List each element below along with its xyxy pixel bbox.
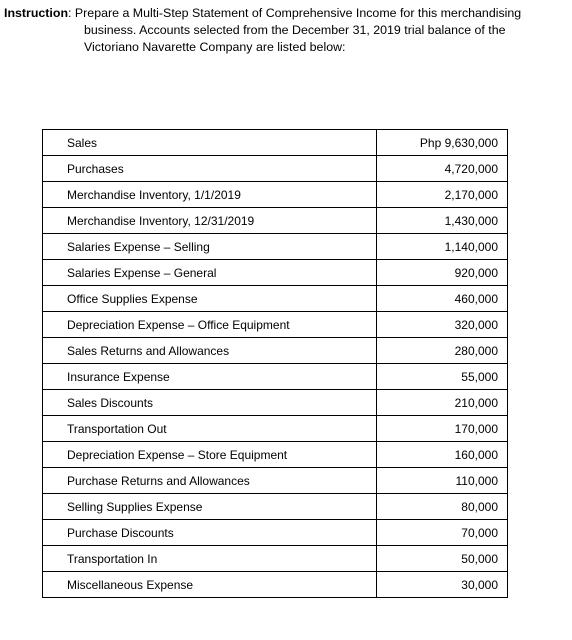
account-name: Merchandise Inventory, 12/31/2019 [43,208,377,234]
account-amount: 210,000 [377,390,508,416]
instruction-line-1 [4,5,566,22]
account-amount: 160,000 [377,442,508,468]
account-name: Transportation Out [43,416,377,442]
account-name: Purchase Discounts [43,520,377,546]
account-amount: 30,000 [377,572,508,598]
account-amount: 70,000 [377,520,508,546]
table-row [43,520,508,546]
account-name: Sales Returns and Allowances [43,338,377,364]
account-amount: 80,000 [377,494,508,520]
table-row [43,494,508,520]
table-row [43,156,508,182]
account-amount: 110,000 [377,468,508,494]
table-row [43,130,508,156]
account-amount: 320,000 [377,312,508,338]
account-amount: 2,170,000 [377,182,508,208]
account-name: Selling Supplies Expense [43,494,377,520]
table-row [43,182,508,208]
account-name: Transportation In [43,546,377,572]
table-row [43,364,508,390]
account-amount: 920,000 [377,260,508,286]
account-name: Salaries Expense – General [43,260,377,286]
account-amount: 170,000 [377,416,508,442]
account-name: Purchases [43,156,377,182]
account-name: Office Supplies Expense [43,286,377,312]
table-row [43,286,508,312]
table-row [43,468,508,494]
account-name: Miscellaneous Expense [43,572,377,598]
instruction-line-3: Victoriano Navarette Company are listed below: [84,40,346,54]
table-row [43,416,508,442]
account-name: Salaries Expense – Selling [43,234,377,260]
table-row [43,546,508,572]
table-row [43,442,508,468]
account-amount: 4,720,000 [377,156,508,182]
table-row [43,338,508,364]
instruction-label: Instruction [4,6,69,20]
account-name: Sales Discounts [43,390,377,416]
account-name: Insurance Expense [43,364,377,390]
account-amount: 50,000 [377,546,508,572]
account-name: Purchase Returns and Allowances [43,468,377,494]
account-name: Depreciation Expense – Store Equipment [43,442,377,468]
account-name: Depreciation Expense – Office Equipment [43,312,377,338]
account-name: Sales [43,130,377,156]
trial-balance-table [42,129,508,598]
account-amount: 55,000 [377,364,508,390]
account-name: Merchandise Inventory, 1/1/2019 [43,182,377,208]
table-row [43,260,508,286]
account-amount: 460,000 [377,286,508,312]
table-row [43,572,508,598]
account-amount: Php 9,630,000 [377,130,508,156]
table-row [43,312,508,338]
table-row [43,208,508,234]
instruction-paragraph [4,5,566,56]
account-amount: 1,430,000 [377,208,508,234]
account-amount: 1,140,000 [377,234,508,260]
account-amount: 280,000 [377,338,508,364]
instruction-line-2: business. Accounts selected from the December 31, 2019 trial balance of the [84,23,506,37]
instruction-text-1: : Prepare a Multi-Step Statement of Comprehensive Income for this merchandising [68,6,522,20]
trial-balance-rows [43,130,508,598]
table-row [43,234,508,260]
table-row [43,390,508,416]
